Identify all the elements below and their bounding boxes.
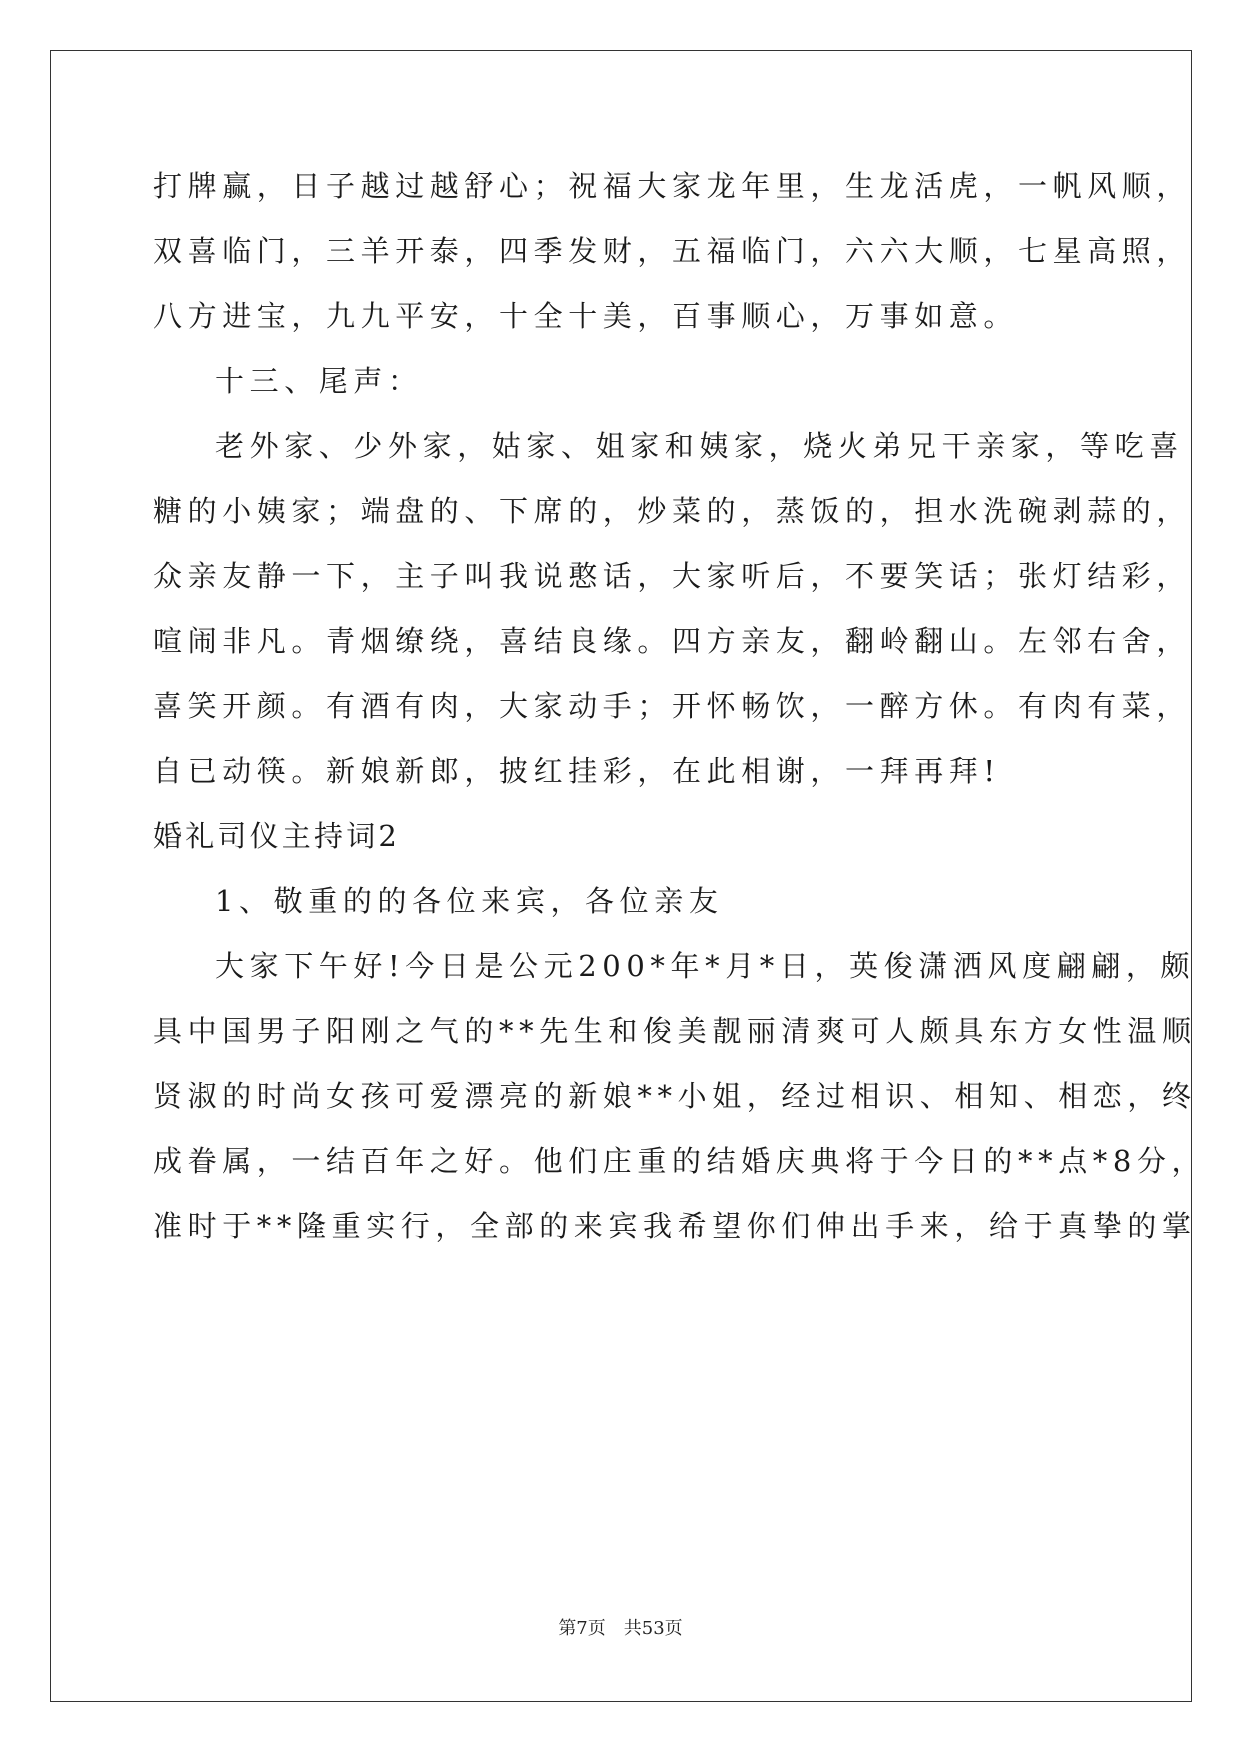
text-line: 准时于**隆重实行，全部的来宾我希望你们伸出手来，给于真挚的掌 <box>153 1209 1197 1243</box>
text-line: 老外家、少外家，姑家、姐家和姨家，烧火弟兄干亲家，等吃喜 <box>215 429 1184 463</box>
text-line: 众亲友静一下，主子叫我说憨话，大家听后，不要笑话；张灯结彩， <box>153 559 1192 593</box>
document-title: 婚礼司仪主持词2 <box>153 819 401 853</box>
section-heading: 十三、尾声： <box>215 364 423 398</box>
page-footer <box>0 1614 1241 1640</box>
text-line: 成眷属，一结百年之好。他们庄重的结婚庆典将于今日的**点*8分， <box>153 1144 1207 1178</box>
document-body <box>153 168 1207 1273</box>
text-line: 糖的小姨家；端盘的、下席的，炒菜的，蒸饭的，担水洗碗剥蒜的， <box>153 494 1192 528</box>
text-line: 大家下午好!今日是公元200*年*月*日，英俊潇洒风度翩翩，颇 <box>215 949 1196 983</box>
text-line: 自已动筷。新娘新郎，披红挂彩，在此相谢，一拜再拜! <box>153 754 1001 788</box>
text-line: 双喜临门，三羊开泰，四季发财，五福临门，六六大顺，七星高照， <box>153 234 1192 268</box>
page-number: 第7页 <box>558 1618 606 1639</box>
text-line: 打牌赢，日子越过越舒心；祝福大家龙年里，生龙活虎，一帆风顺， <box>153 169 1192 203</box>
text-line: 喧闹非凡。青烟缭绕，喜结良缘。四方亲友，翻岭翻山。左邻右舍， <box>153 624 1192 658</box>
page-total: 共53页 <box>623 1618 683 1639</box>
text-line: 喜笑开颜。有酒有肉，大家动手；开怀畅饮，一醉方休。有肉有菜， <box>153 689 1192 723</box>
text-line: 1、敬重的的各位来宾，各位亲友 <box>215 884 724 918</box>
text-line: 具中国男子阳刚之气的**先生和俊美靓丽清爽可人颇具东方女性温顺 <box>153 1014 1197 1048</box>
text-line: 贤淑的时尚女孩可爱漂亮的新娘**小姐，经过相识、相知、相恋，终 <box>153 1079 1197 1113</box>
text-line: 八方进宝，九九平安，十全十美，百事顺心，万事如意。 <box>153 299 1019 333</box>
